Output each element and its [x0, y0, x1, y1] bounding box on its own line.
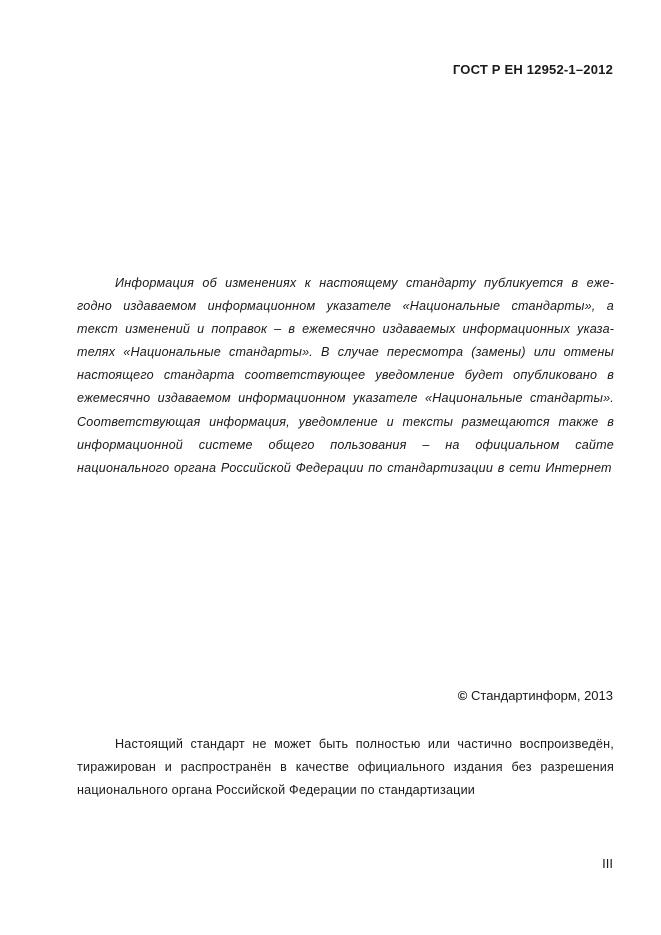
page-number: III — [602, 856, 613, 871]
amendments-notice-paragraph: Информация об изменениях к настоящему стандарту публикуется в ежегодно издаваемом информационном указателе «Национальные стандарты», а текст изменений и поправок – в ежемесячно издаваемых информационных указателях «Национальные стандарты». В случае пересмотра (замены) или отмены настоящего стандарта соответствующее уведомление будет опубликовано в ежемесячно издаваемом информационном указателе «Национальные стандарты». Соответствующая информация, уведомление и тексты размещаются также в информационной системе общего пользования – на официальном сайте национального органа Российской Федерации по стандартизации в сети Интернет — [77, 276, 614, 475]
copyright-line — [458, 688, 613, 703]
copyright-symbol: © — [457, 688, 468, 703]
reproduction-restriction-paragraph: Настоящий стандарт не может быть полностью или частично воспроизведён, тиражирован и распространён в качестве официального издания без разрешения национального органа Российской Федерации по стандартизации — [77, 737, 614, 797]
standard-code-header: ГОСТ Р ЕН 12952-1–2012 — [452, 62, 613, 77]
copyright-text: Стандартинформ, 2013 — [471, 688, 613, 703]
